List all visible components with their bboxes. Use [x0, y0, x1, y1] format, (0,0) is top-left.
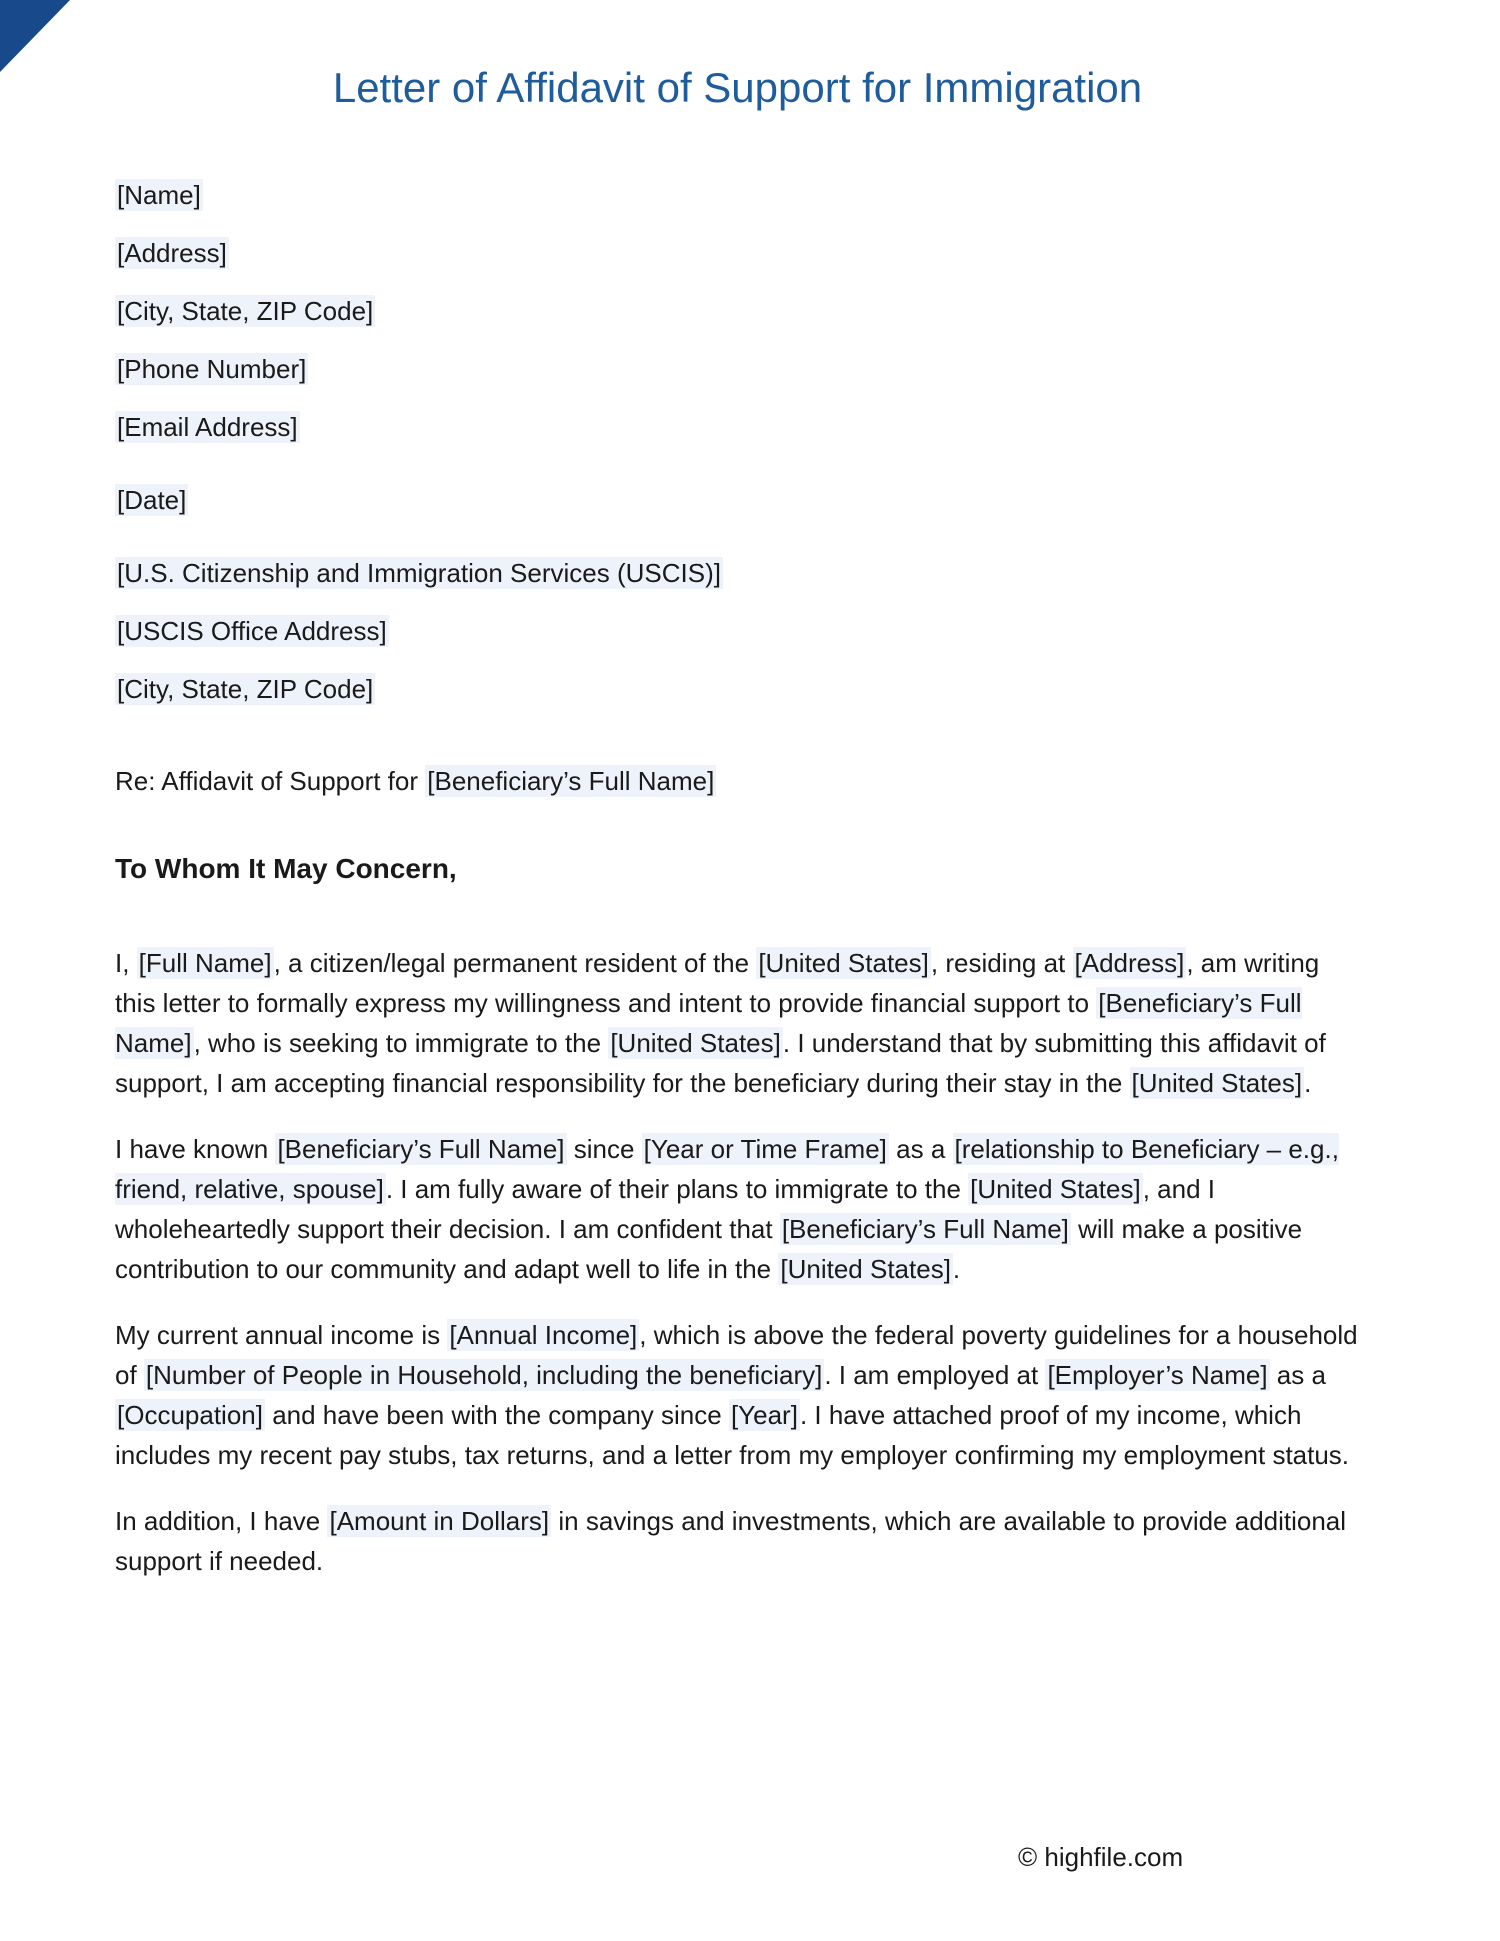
placeholder-field[interactable]: [Year]	[730, 1400, 798, 1430]
placeholder-field[interactable]: [United States]	[758, 948, 929, 978]
placeholder-field[interactable]: [Employer’s Name]	[1047, 1360, 1268, 1390]
placeholder-field[interactable]: [Address]	[117, 238, 227, 268]
recipient-line-office-address	[115, 611, 1360, 651]
placeholder-field[interactable]: [Year or Time Frame]	[643, 1134, 887, 1164]
placeholder-field[interactable]: [Email Address]	[117, 412, 298, 442]
document-title: Letter of Affidavit of Support for Immigration	[332, 64, 1143, 111]
date-line	[115, 480, 1360, 520]
placeholder-field[interactable]: [Phone Number]	[117, 354, 307, 384]
placeholder-field[interactable]: [Date]	[117, 485, 187, 515]
date-block	[115, 480, 1360, 520]
body-paragraph-2: I have known [Beneficiary’s Full Name] since [Year or Time Frame] as a [relationship to Beneficiary – e.g., friend, relative, spouse]. I am fully aware of their plans to immigrate to the [United States], and I wholeheartedly support their decision. I am confident that [Beneficiary’s Full Name] will make a positive contribution to our community and adapt well to life in the [United States].	[115, 1134, 1339, 1284]
placeholder-field[interactable]: [USCIS Office Address]	[117, 616, 387, 646]
placeholder-field[interactable]: [Beneficiary’s Full Name]	[781, 1214, 1069, 1244]
body-paragraph-4: In addition, I have [Amount in Dollars] in savings and investments, which are available to provide additional support if needed.	[115, 1506, 1347, 1576]
placeholder-field[interactable]: [United States]	[970, 1174, 1141, 1204]
letter-content	[115, 0, 1360, 1581]
placeholder-field[interactable]: [U.S. Citizenship and Immigration Services (USCIS)]	[117, 558, 721, 588]
placeholder-field[interactable]: [Full Name]	[138, 948, 272, 978]
placeholder-field[interactable]: [Occupation]	[117, 1400, 263, 1430]
placeholder-field[interactable]: [relationship to Beneficiary – e.g., friend, relative, spouse]	[115, 1134, 1339, 1204]
sender-line-address	[115, 233, 1360, 273]
placeholder-field[interactable]: [Beneficiary’s Full Name]	[277, 1134, 565, 1164]
sender-address-block	[115, 175, 1360, 447]
salutation: To Whom It May Concern,	[115, 853, 457, 884]
placeholder-field[interactable]: [United States]	[610, 1028, 781, 1058]
sender-line-city-state-zip	[115, 291, 1360, 331]
body-paragraph-3: My current annual income is [Annual Income], which is above the federal poverty guidelines for a household of [Number of People in Household, including the beneficiary]. I am employed at [Employer’s Name] as a [Occupation] and have been with the company since [Year]. I have attached proof of my income, which includes my recent pay stubs, tax returns, and a letter from my employer confirming my employment status.	[115, 1320, 1358, 1470]
recipient-line-city-state-zip	[115, 669, 1360, 709]
recipient-line-agency	[115, 553, 1360, 593]
sender-line-email	[115, 407, 1360, 447]
placeholder-field[interactable]: [Amount in Dollars]	[329, 1506, 550, 1536]
placeholder-field[interactable]: [Beneficiary’s Full Name]	[115, 988, 1302, 1058]
placeholder-field[interactable]: [Annual Income]	[449, 1320, 638, 1350]
placeholder-field[interactable]: [Name]	[117, 180, 201, 210]
placeholder-field[interactable]: [Number of People in Household, including the beneficiary]	[145, 1360, 823, 1390]
placeholder-field[interactable]: [Beneficiary’s Full Name]	[427, 766, 715, 796]
corner-accent-triangle	[0, 0, 70, 72]
sender-line-name	[115, 175, 1360, 215]
recipient-address-block	[115, 553, 1360, 709]
placeholder-field[interactable]: [United States]	[1131, 1068, 1303, 1098]
footer-credit: © highfile.com	[1018, 1842, 1184, 1872]
placeholder-field[interactable]: [United States]	[780, 1254, 951, 1284]
body-paragraph-1: I, [Full Name], a citizen/legal permanent resident of the [United States], residing at [Address], am writing this letter to formally express my willingness and intent to provide financial support to [Beneficiary’s Full Name], who is seeking to immigrate to the [United States]. I understand that by submitting this affidavit of support, I am accepting financial responsibility for the beneficiary during their stay in the [United States].	[115, 948, 1326, 1098]
placeholder-field[interactable]: [City, State, ZIP Code]	[117, 296, 374, 326]
placeholder-field[interactable]: [Address]	[1074, 948, 1185, 978]
subject-line: Re: Affidavit of Support for [Beneficiary’s Full Name]	[115, 766, 715, 796]
sender-line-phone	[115, 349, 1360, 389]
placeholder-field[interactable]: [City, State, ZIP Code]	[117, 674, 374, 704]
